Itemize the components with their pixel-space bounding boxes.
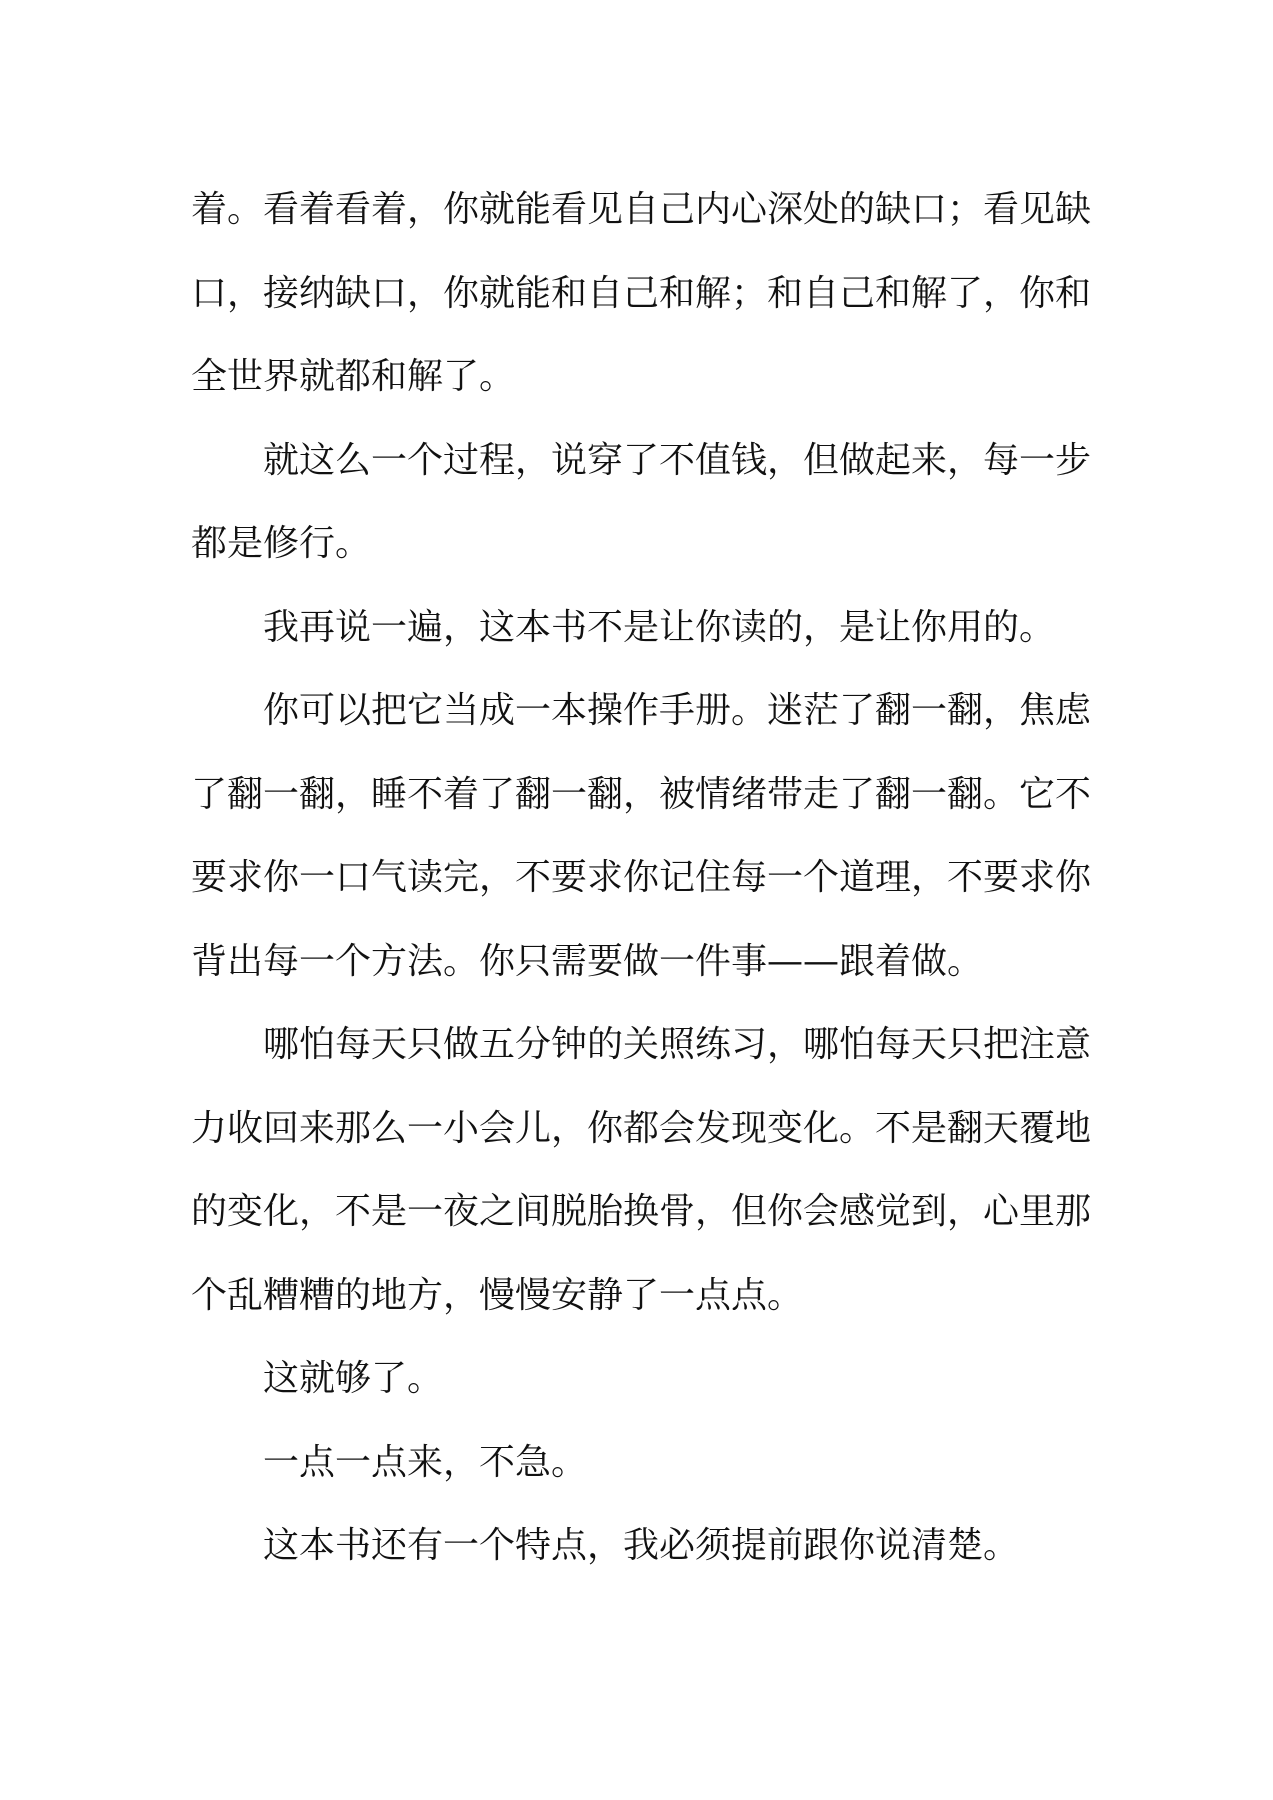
- paragraph-2: 就这么一个过程，说穿了不值钱，但做起来，每一步都是修行。: [191, 439, 1092, 564]
- paragraph-5: 哪怕每天只做五分钟的关照练习，哪怕每天只把注意力收回来那么一小会儿，你都会发现变化。不是翻天覆地的变化，不是一夜之间脱胎换骨，但你会感觉到，心里那个乱糟糟的地方，慢慢安静了一点点。: [191, 1024, 1092, 1316]
- paragraph-6: 这就够了。: [263, 1358, 444, 1399]
- body-text: [191, 168, 1091, 1588]
- paragraph-7: 一点一点来，不急。: [263, 1441, 588, 1483]
- paragraph-3: 我再说一遍，这本书不是让你读的，是让你用的。: [263, 606, 1056, 648]
- paragraph-4: 你可以把它当成一本操作手册。迷茫了翻一翻，焦虑了翻一翻，睡不着了翻一翻，被情绪带走了翻一翻。它不要求你一口气读完，不要求你记住每一个道理，不要求你背出每一个方法。你只需要做一件事——跟着做。: [191, 690, 1092, 982]
- paragraph-1: 着。看着看着，你就能看见自己内心深处的缺口；看见缺口，接纳缺口，你就能和自己和解；和自己和解了，你和全世界就都和解了。: [191, 189, 1092, 397]
- paragraph-8: 这本书还有一个特点，我必须提前跟你说清楚。: [263, 1525, 1020, 1566]
